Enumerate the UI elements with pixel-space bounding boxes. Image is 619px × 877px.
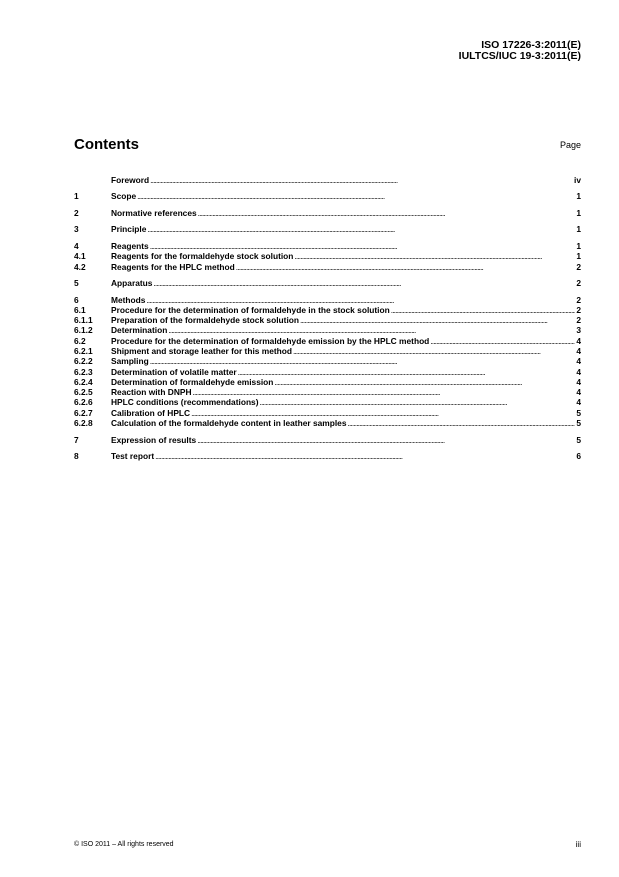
toc-dot-leader <box>274 377 575 387</box>
toc-entry-number: 7 <box>74 434 79 445</box>
toc-entry-page: 1 <box>576 191 581 202</box>
toc-entry-title: Preparation of the formaldehyde stock solution <box>111 315 299 326</box>
toc-entry[interactable] <box>74 451 581 461</box>
toc-entry[interactable] <box>74 336 581 346</box>
toc-dot-leader <box>155 451 575 461</box>
toc-entry-page: 2 <box>576 294 581 305</box>
toc-entry-title: Reagents for the HPLC method <box>111 261 235 272</box>
toc-dot-leader <box>347 418 575 428</box>
toc-dot-leader <box>197 435 575 445</box>
toc-entry-title: Apparatus <box>111 278 153 289</box>
toc-dot-leader <box>260 397 576 407</box>
toc-entry-title: Methods <box>111 294 146 305</box>
toc-entry-page: 4 <box>576 376 581 387</box>
toc-entry[interactable] <box>74 224 581 234</box>
toc-dot-leader <box>293 346 575 356</box>
toc-entry-title: Expression of results <box>111 434 197 445</box>
toc-entry[interactable] <box>74 175 581 185</box>
toc-entry-page: 4 <box>576 335 581 346</box>
toc-entry[interactable] <box>74 305 581 315</box>
toc-entry[interactable] <box>74 315 581 325</box>
toc-entry-title: Normative references <box>111 207 197 218</box>
toc-entry-page: 5 <box>576 434 581 445</box>
toc-entry-number: 6.2.2 <box>74 356 93 367</box>
toc-entry-title: Determination <box>111 325 168 336</box>
toc-entry-number: 6.2.6 <box>74 397 93 408</box>
toc-entry[interactable] <box>74 346 581 356</box>
toc-entry-number: 8 <box>74 451 79 462</box>
toc-entry-page: 6 <box>576 451 581 462</box>
header-iso-number: ISO 17226-3:2011(E) <box>481 39 581 51</box>
toc-entry[interactable] <box>74 262 581 272</box>
toc-entry-number: 6.2.7 <box>74 407 93 418</box>
toc-dot-leader <box>191 408 575 418</box>
toc-entry[interactable] <box>74 191 581 201</box>
toc-dot-leader <box>150 175 573 185</box>
toc-entry-title: Reagents <box>111 240 149 251</box>
toc-entry-title: Sampling <box>111 356 149 367</box>
toc-entry-number: 6.1 <box>74 304 86 315</box>
toc-entry-page: 4 <box>576 345 581 356</box>
document-header <box>459 40 581 62</box>
toc-dot-leader <box>193 387 576 397</box>
toc-entry-number: 6.2.5 <box>74 387 93 398</box>
toc-entry[interactable] <box>74 208 581 218</box>
toc-entry-number: 6.1.2 <box>74 325 93 336</box>
toc-dot-leader <box>430 336 575 346</box>
toc-entry-number: 5 <box>74 278 79 289</box>
table-of-contents <box>74 175 581 461</box>
toc-entry-page: 1 <box>576 251 581 262</box>
toc-entry-number: 4 <box>74 240 79 251</box>
toc-entry-page: 2 <box>576 315 581 326</box>
toc-entry-title: Foreword <box>111 175 150 185</box>
toc-dot-leader <box>198 208 576 218</box>
toc-entry-title: Reagents for the formaldehyde stock solution <box>111 251 294 262</box>
toc-entry-number: 6.2.8 <box>74 418 93 429</box>
toc-entry-page: 4 <box>576 356 581 367</box>
page-column-label: Page <box>559 140 581 150</box>
toc-entry-title: Determination of formaldehyde emission <box>111 376 274 387</box>
toc-entry-page: 5 <box>576 407 581 418</box>
toc-entry-page: 2 <box>576 261 581 272</box>
contents-title: Contents <box>74 136 139 153</box>
toc-entry[interactable] <box>74 387 581 397</box>
toc-dot-leader <box>238 367 576 377</box>
toc-dot-leader <box>146 295 575 305</box>
toc-entry[interactable] <box>74 418 581 428</box>
toc-entry-title: Scope <box>111 191 137 202</box>
toc-entry-title: Procedure for the determination of formaldehyde in the stock solution <box>111 304 390 315</box>
toc-entry-title: Calculation of the formaldehyde content in leather samples <box>111 418 347 429</box>
toc-entry[interactable] <box>74 241 581 251</box>
toc-entry[interactable] <box>74 295 581 305</box>
toc-entry[interactable] <box>74 278 581 288</box>
toc-entry[interactable] <box>74 325 581 335</box>
toc-entry-page: 5 <box>576 418 581 429</box>
toc-entry-number: 6.2.1 <box>74 345 93 356</box>
toc-entry[interactable] <box>74 356 581 366</box>
toc-entry-page: 1 <box>576 240 581 251</box>
toc-entry-page: 2 <box>576 304 581 315</box>
toc-dot-leader <box>137 191 575 201</box>
toc-entry-title: Procedure for the determination of formaldehyde emission by the HPLC method <box>111 335 430 346</box>
toc-dot-leader <box>391 305 576 315</box>
toc-entry-title: Reaction with DNPH <box>111 387 192 398</box>
toc-entry-title: Determination of volatile matter <box>111 366 237 377</box>
toc-dot-leader <box>300 315 575 325</box>
toc-entry[interactable] <box>74 435 581 445</box>
toc-entry-title: Principle <box>111 224 147 235</box>
toc-entry[interactable] <box>74 367 581 377</box>
footer-page-number: iii <box>575 840 581 849</box>
toc-entry-number: 4.2 <box>74 261 86 272</box>
toc-entry-number: 6.2 <box>74 335 86 346</box>
toc-entry-page: 1 <box>576 207 581 218</box>
toc-entry-number: 6.2.4 <box>74 376 93 387</box>
toc-dot-leader <box>147 224 575 234</box>
toc-dot-leader <box>236 262 576 272</box>
toc-dot-leader <box>153 278 575 288</box>
toc-entry-title: Test report <box>111 451 155 462</box>
toc-entry-title: Shipment and storage leather for this method <box>111 345 293 356</box>
toc-dot-leader <box>150 241 576 251</box>
toc-entry-page: 2 <box>576 278 581 289</box>
toc-entry-page: 4 <box>576 387 581 398</box>
toc-entry-number: 4.1 <box>74 251 86 262</box>
toc-entry-page: 4 <box>576 397 581 408</box>
toc-entry-number: 2 <box>74 207 79 218</box>
toc-entry-page: 4 <box>576 366 581 377</box>
toc-entry[interactable] <box>74 377 581 387</box>
toc-entry-title: Calibration of HPLC <box>111 407 191 418</box>
toc-entry-number: 6.1.1 <box>74 315 93 326</box>
toc-entry[interactable] <box>74 408 581 418</box>
toc-dot-leader <box>294 251 575 261</box>
toc-entry-number: 3 <box>74 224 79 235</box>
toc-entry-number: 6 <box>74 294 79 305</box>
toc-entry[interactable] <box>74 397 581 407</box>
toc-entry-page: 3 <box>576 325 581 336</box>
toc-dot-leader <box>168 325 575 335</box>
toc-entry-page: iv <box>574 175 581 185</box>
toc-entry-title: HPLC conditions (recommendations) <box>111 397 259 408</box>
toc-entry[interactable] <box>74 251 581 261</box>
header-iultcs-number: IULTCS/IUC 19-3:2011(E) <box>458 50 581 62</box>
toc-dot-leader <box>150 356 576 366</box>
toc-entry-number: 6.2.3 <box>74 366 93 377</box>
toc-entry-number: 1 <box>74 191 79 202</box>
footer-copyright: © ISO 2011 – All rights reserved <box>74 841 174 848</box>
toc-entry-page: 1 <box>576 224 581 235</box>
